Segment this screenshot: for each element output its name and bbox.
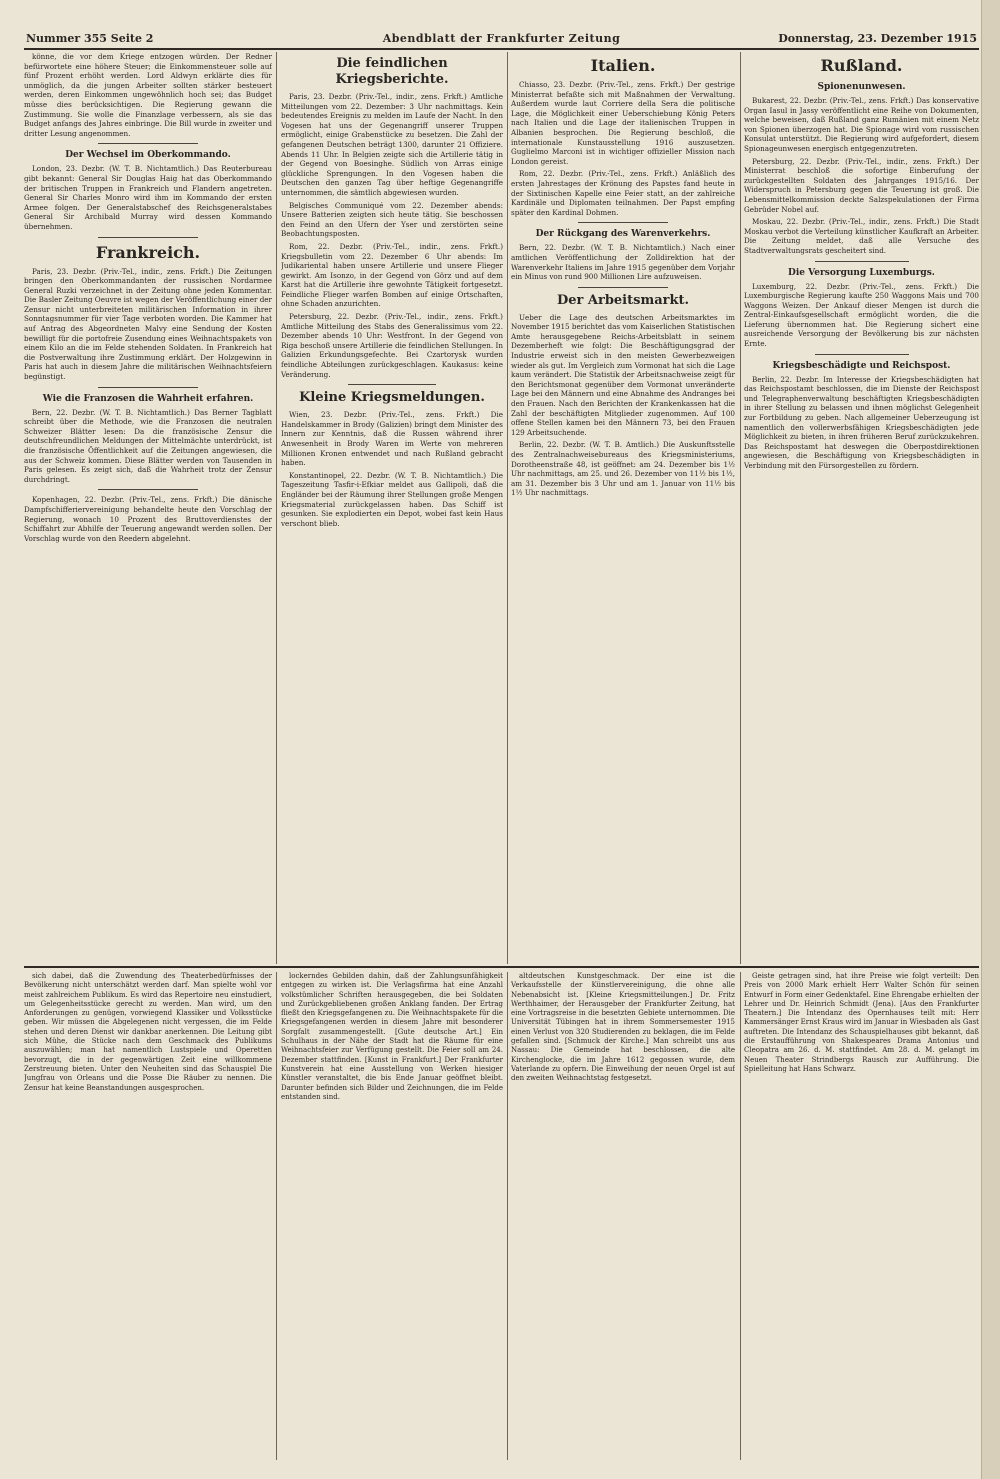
- column-2: [281, 52, 503, 964]
- headline-kriegsbeschaedigte: Kriegsbeschädigte und Reichspost.: [772, 360, 951, 371]
- divider: [815, 354, 909, 355]
- newspaper-title: Abendblatt der Frankfurter Zeitung: [382, 32, 621, 45]
- article-petersburg-ministerrat: Petersburg, 22. Dezbr. (Priv.-Tel., indir., zens. Frkft.) Der Ministerrat beschloß die sofortige Einberufung der zurückgestellten Soldaten des Jahrganges 1915/16. Der Widerspruch in Petersburg gegen die Teuerung ist groß. Die Lebensmittelkommission deckte Salzspekulationen der Firma Gebrüder Nobel auf.: [744, 156, 979, 214]
- article-wien: Wien, 23. Dezbr. (Priv.-Tel., zens. Frkft.) Die Handelskammer in Brody (Galizien) bringt dem Minister des Innern zur Kenntnis, daß die Russen während ihrer Anwesenheit in Brody Waren im Werte von mehreren Millionen Kronen entwendet und nach Rußland gebracht haben.: [281, 410, 503, 468]
- feuilleton-text: sich dabei, daß die Zuwendung des Theaterbedürfnisses der Bevölkerung nicht unterschätzt werden darf. Man spielte wohl vor meist zahlreichem Publikum. Es wird das Repertoire neu einstudiert, um Gelegenheitsstücke gerecht zu werden. Man wird, um den Anforderungen zu genügen, vorwiegend Klassiker und Volksstücke geben. Wir müssen die Abgelegenen nicht vergessen, die im Felde stehen und deren Dienst wir dankbar anerkennen. Die Leitung gibt sich Mühe, die Stücke nach dem Geschmack des Publikums auszuwählen; man hat namentlich Lustspiele und Operetten bevorzugt, die in der gegenwärtigen Zeit eine willkommene Zerstreuung bieten. Unter den Neuheiten sind das Schauspiel Die Jungfrau von Orleans und die Posse Die Räuber zu nennen. Die Zensur hat keine Beanstandungen ausgesprochen.: [24, 972, 272, 1092]
- headline-rueckgang: Der Rückgang des Warenverkehrs.: [535, 229, 711, 240]
- divider: [98, 237, 197, 238]
- article-arbeitsmarkt: Ueber die Lage des deutschen Arbeitsmarktes im November 1915 berichtet das vom Kaiserlichen Statistischen Amte herausgegebene Reichs-Arbeitsblatt in seinem Dezemberheft wie folgt: Die Beschäftigungsgrad der Industrie erweist sich in den meisten Gewerbezweigen wieder als gut. Im Vergleich zum Vormonat hat sich die Lage kaum verändert. Die Statistik der Arbeitsnachweise zeigt für den Berichtsmonat gegenüber dem Vormonat unveränderte Lage bei den Männern und eine Abnahme des Andranges bei den Frauen. Nach den Berichten der Krankenkassen hat die Zahl der beschäftigten Mitglieder zugenommen. Auf 100 offene Stellen kamen bei den Männern 73, bei den Frauen 129 Arbeitsuchende.: [511, 312, 735, 437]
- column-1: [24, 52, 272, 964]
- divider: [348, 384, 437, 385]
- article-kopenhagen: Kopenhagen, 22. Dezbr. (Priv.-Tel., zens. Frkft.) Die dänische Dampfschifferiervereinigung behandelte heute den Vorschlag der Regierung, wonach 10 Prozent des Bruttoverdienstes der Schiffahrt zur Abhilfe der Teuerung angewandt werden sollen. Der Vorschlag wurde von den Reedern abgelehnt.: [24, 495, 272, 543]
- article-belgien: Belgisches Communiqué vom 22. Dezember abends: Unsere Batterien zeigten sich heute tätig. Sie beschossen den Feind an den Ufern der Yser und zerstörten seine Beobachtungsposten.: [281, 200, 503, 239]
- feuilleton-text: Geiste getragen sind, hat ihre Preise wie folgt verteilt: Den Preis von 2000 Mark erhielt Herr Walter Schön für seinen Entwurf in Form einer Gedenktafel. Eine Ehrengabe erhielten der Lehrer und Dr. Heinrich Schmidt (Jena). [Aus den Frankfurter Theatern.] Die Intendanz des Opernhauses teilt mit: Herr Kammersänger Ernst Kraus wird im Januar in Wiesbaden als Gast auftreten. Die Intendanz des Schauspielhauses gibt bekannt, daß die Erstaufführung von Shakespeares Drama Antonius und Cleopatra am 26. d. M. stattfindet. Am 28. d. M. gelangt im Neuen Theater Strindbergs Rausch zur Aufführung. Die Spielleitung hat Hans Schwarz.: [744, 972, 979, 1073]
- feuilleton-column-4: [744, 972, 979, 1460]
- feuilleton-rule: [24, 966, 979, 968]
- column-rule: [276, 52, 277, 964]
- article-frankreich: Paris, 23. Dezbr. (Priv.-Tel., indir., zens. Frkft.) Die Zeitungen bringen den Oberkommandanten der russischen Nordarmee General Ruzki verzeichnet in der Zeitung ohne jeden Kommentar. Die Basler Zeitung Oeuvre ist wegen der Veröffentlichung einer der Zensur nicht unterbreiteten militärischen Information in ihrer Sonntagsnummer für vier Tage verboten worden. Die Kammer hat auf Antrag des Abgeordneten Malvy eine Sendung der Kosten bewilligt für die portofreie Zusendung eines Weihnachtspakets von einem Kilo an die im Felde stehenden Soldaten. In Frankreich hat die Postverwaltung ihre Zustimmung erklärt. Der Holzgewinn in Paris hat auch in diesem Jahre die militärischen Weihnachtsfeiern begünstigt.: [24, 266, 272, 382]
- issue-number: Nummer 355 Seite 2: [26, 32, 154, 45]
- article-berlin: Berlin, 22. Dezbr. (W. T. B. Amtlich.) Die Auskunftsstelle des Zentralnachweisebureaus des Kriegsministeriums, Dorotheenstraße 48, ist geöffnet: am 24. Dezember bis 1½ Uhr nachmittags, am 25. und 26. Dezember von 11½ bis 1½, am 31. Dezember bis 3 Uhr und am 1. Januar von 11½ bis 1½ Uhr nachmittags.: [511, 440, 735, 498]
- divider: [578, 222, 668, 223]
- masthead: [24, 32, 979, 50]
- headline-kleine-kriegsmeldungen: Kleine Kriegsmeldungen.: [299, 390, 485, 406]
- feuilleton-column-3: [511, 972, 735, 1460]
- headline-arbeitsmarkt: Der Arbeitsmarkt.: [556, 292, 690, 308]
- headline-italien: Italien.: [590, 56, 656, 75]
- article-rom-papst: Rom, 22. Dezbr. (Priv.-Tel., zens. Frkft.) Anläßlich des ersten Jahrestages der Krönung des Papstes fand heute in der Sixtinischen Kapelle eine Feier statt, an der zahlreiche Kardinäle und Diplomaten teilnahmen. Der Papst empfing später den Kardinal Dohmen.: [511, 169, 735, 217]
- headline-wechsel: Der Wechsel im Oberkommando.: [65, 150, 231, 161]
- column-3: [511, 52, 735, 964]
- column-rule: [276, 972, 277, 1460]
- headline-versorgung: Die Versorgung Luxemburgs.: [788, 267, 935, 278]
- article-paris: Paris, 23. Dezbr. (Priv.-Tel., indir., zens. Frkft.) Amtliche Mitteilungen vom 22. Dezember: 3 Uhr nachmittags. Kein bedeutendes Ereignis zu melden im Laufe der Nacht. In den Vogesen hat uns der Gegenangriff unserer Truppen ermöglicht, einige Grabenstücke zu besetzen. Die Zahl der gefangenen Deutschen beträgt 1300, darunter 21 Offiziere. Abends 11 Uhr. In Belgien zeigte sich die Artillerie tätig in der Gegend von Boesinghe. Südlich von Arras einige glückliche Sprengungen. In den Vogesen haben die Deutschen den ganzen Tag über heftige Gegenangriffe unternommen, die sämtlich abgewiesen wurden.: [281, 92, 503, 197]
- column-rule: [507, 972, 508, 1460]
- article-moskau: Moskau, 22. Dezbr. (Priv.-Tel., indir., zens. Frkft.) Die Stadt Moskau verbot die Verteilung künstlicher Kaufkraft an Arbeiter. Die Zeitung meldet, daß alle Versuche des Stadtverwaltungsrats gescheitert sind.: [744, 217, 979, 255]
- article-konstantinopel: Konstantinopel, 22. Dezbr. (W. T. B. Nichtamtlich.) Die Tageszeitung Tasfir-i-Efkiar meldet aus Gallipoli, daß die Engländer bei der Räumung ihrer Stellungen große Mengen Kriegsmaterial zurückgelassen haben. Das Schiff ist gesunken. Sie explodierten ein Depot, wobei fast kein Haus verschont blieb.: [281, 470, 503, 528]
- column-4: [744, 52, 979, 964]
- feuilleton-text: altdeutschen Kunstgeschmack. Der eine ist die Verkaufsstelle der Künstlervereinigung, die ohne alle Nebenabsicht ist. [Kleine Kriegsmitteilungen.] Dr. Fritz Werthhaimer, der Herausgeber der Frankfurter Zeitung, hat eine Vortragsreise in die besetzten Gebiete unternommen. Die Universität Tübingen hat in ihrem Sommersemester 1915 einen Verlust von 320 Studierenden zu beklagen, die im Felde gefallen sind. [Schmuck der Kirche.] Man schreibt uns aus Nassau: Die Gemeinde hat beschlossen, die alte Kirchenglocke, die im Jahre 1612 gegossen wurde, dem Vaterlande zu opfern. Die Einweihung der neuen Orgel ist auf den zweiten Weihnachtstag festgesetzt.: [511, 972, 735, 1083]
- divider: [815, 261, 909, 262]
- divider: [98, 489, 197, 490]
- article-kriegsbeschaedigte: Berlin, 22. Dezbr. Im Interesse der Kriegsbeschädigten hat das Reichspostamt beschlossen, die im Dienste der Reichspost und Telegraphenverwaltung beschäftigten Kriegsbeschädigten in ihrer Stellung zu belassen und ihnen möglichst Gelegenheit zur Fortbildung zu geben. Nach allgemeiner Ueberzeugung ist namentlich den vollerwerbsfähigen Kriegsbeschädigten jede Möglichkeit zu bieten, in ihren früheren Beruf zurückzukehren. Das Reichspostamt hat deswegen die Oberpostdirektionen angewiesen, die Beschäftigung von Kriegsbeschädigten in Verbindung mit den Fürsorgestellen zu fördern.: [744, 374, 979, 470]
- column-rule: [740, 972, 741, 1460]
- headline-spionen: Spionenunwesen.: [817, 82, 906, 92]
- article-rueckgang: Bern, 22. Dezbr. (W. T. B. Nichtamtlich.) Nach einer amtlichen Veröffentlichung der Zolldirektion hat der Warenverkehr Italiens im Jahre 1915 gegenüber dem Vorjahr ein Minus von rund 900 Millionen Lire aufzuweisen.: [511, 243, 735, 282]
- divider: [98, 387, 197, 388]
- article-wechsel: London, 23. Dezbr. (W. T. B. Nichtamtlich.) Das Reuterbureau gibt bekannt: General Sir Douglas Haig hat das Oberkommando der britischen Truppen in Frankreich und Flandern angetreten. General Sir Charles Monro wird ihm im Kommando der ersten Armee folgen. Der Generalstabschef des Reichsgeneralstabes General Sir Archibald Murray wird dessen Kommando übernehmen.: [24, 164, 272, 231]
- feuilleton-column-1: [24, 972, 272, 1460]
- headline-franzosen: Wie die Franzosen die Wahrheit erfahren.: [42, 393, 254, 404]
- page-edge: [981, 0, 1000, 1479]
- article-budget-intro: könne, die vor dem Kriege entzogen würden. Der Redner befürwortete eine höhere Steuer; die Einkommensteuer solle auf fünf Prozent erhöht werden. Lord Aldwyn erklärte dies für unmöglich, da die jungen Arbeiter sollten stärker besteuert werden, deren Einkommen ungewöhnlich hoch sei; das Budget müsse dies berücksichtigen. Die Regierung gewann die Zustimmung. Sie wolle die Finanzlage verbessern, als sie das Budget anfangs des Jahres einbringe. Die Bill wurde in zweiter und dritter Lesung angenommen.: [24, 52, 272, 138]
- column-rule: [507, 52, 508, 964]
- article-bukarest: Bukarest, 22. Dezbr. (Priv.-Tel., zens. Frkft.) Das konservative Organ Iasul in Jassy veröffentlicht eine Reihe von Dokumenten, welche beweisen, daß Rußland ganz Rumänien mit einem Netz von Spionen überzogen hat. Die Spionage wird vom russischen Konsulat unterstützt. Die Regierung wird aufgefordert, diesem Spionageunwesen energisch entgegenzutreten.: [744, 96, 979, 153]
- article-luxemburg: Luxemburg, 22. Dezbr. (Priv.-Tel., zens. Frkft.) Die Luxemburgische Regierung kaufte 250 Waggons Mais und 700 Waggons Weizen. Der Ankauf dieser Mengen ist durch die Zentral-Einkaufsgesellschaft ermöglicht worden, die die Lieferung übernommen hat. Die Regierung sichert eine ausreichende Versorgung der Bevölkerung bis zur nächsten Ernte.: [744, 281, 979, 349]
- column-rule: [740, 52, 741, 964]
- headline-kriegsberichte: Die feindlichen Kriegsberichte.: [335, 56, 449, 87]
- feuilleton-column-2: [281, 972, 503, 1460]
- divider: [578, 287, 668, 288]
- article-petersburg: Petersburg, 22. Dezbr. (Priv.-Tel., indir., zens. Frkft.) Amtliche Mitteilung des Stabs des Generalissimus vom 22. Dezember abends 10 Uhr: Westfront. In der Gegend von Riga beschoß unsere Artillerie die feindlichen Stellungen. In Galizien Erkundungsgefechte. Bei Czartorysk wurden feindliche Abteilungen zurückgeschlagen. Kaukasus: keine Veränderung.: [281, 312, 503, 379]
- issue-date: Donnerstag, 23. Dezember 1915: [778, 32, 977, 45]
- divider: [98, 143, 197, 144]
- headline-frankreich: Frankreich.: [95, 242, 201, 262]
- feuilleton-text: lockerndes Gebilden dahin, daß der Zahlungsunfähigkeit entgegen zu wirken ist. Die Verlagsfirma hat eine Anzahl volkstümlicher Schriften herausgegeben, die bei Soldaten und Zurückgebliebenen großen Anklang fanden. Der Ertrag fließt den Kriegsgefangenen zu. Die Weihnachtspakete für die Kriegsgefangenen werden in diesem Jahre mit besonderer Sorgfalt zusammengestellt. [Gute deutsche Art.] Ein Schulhaus in der Nähe der Stadt hat die Räume für eine Weihnachtsfeier zur Verfügung gestellt. Die Feier soll am 24. Dezember stattfinden. [Kunst in Frankfurt.] Der Frankfurter Kunstverein hat eine Ausstellung von Werken hiesiger Künstler veranstaltet, die bis Ende Januar geöffnet bleibt. Darunter befinden sich Bilder und Zeichnungen, die im Felde entstanden sind.: [281, 972, 503, 1101]
- article-franzosen: Bern, 22. Dezbr. (W. T. B. Nichtamtlich.) Das Berner Tagblatt schreibt über die Methode, wie die Franzosen die neutralen Schweizer Blätter lesen: Da die französische Zensur die deutschfreundlichen Meldungen der Mittelmächte unterdrückt, ist die französische Öffentlichkeit auf die Zeitungen angewiesen, die aus der Schweiz kommen. Diese Blätter werden von Tausenden in Paris gelesen. Es zeigt sich, daß die Wahrheit trotz der Zensur durchdringt.: [24, 407, 272, 484]
- headline-russland: Rußland.: [820, 56, 903, 75]
- article-chiasso: Chiasso, 23. Dezbr. (Priv.-Tel., zens. Frkft.) Der gestrige Ministerrat befaßte sich mit Maßnahmen der Verwaltung. Außerdem wurde laut Corriere della Sera die politische Lage, die Möglichkeit einer Ueberschiebung König Peters nach Italien und die Lage der italienischen Truppen in Albanien besprochen. Die Regierung beschloß, die internationale Kunstausstellung 1916 auszusetzen. Guglielmo Marconi ist in wichtiger offizieller Mission nach London gereist.: [511, 80, 735, 166]
- article-rom: Rom, 22. Dezbr. (Priv.-Tel., indir., zens. Frkft.) Kriegsbulletin vom 22. Dezember 6 Uhr abends: Im Judikariental haben unsere Artillerie und unsere Flieger gewirkt. Am Isonzo, in der Gegend von Görz und auf dem Karst hat die Artillerie ihre gewohnte Tätigkeit fortgesetzt. Feindliche Flieger warfen Bomben auf einige Ortschaften, ohne Schaden anzurichten.: [281, 241, 503, 309]
